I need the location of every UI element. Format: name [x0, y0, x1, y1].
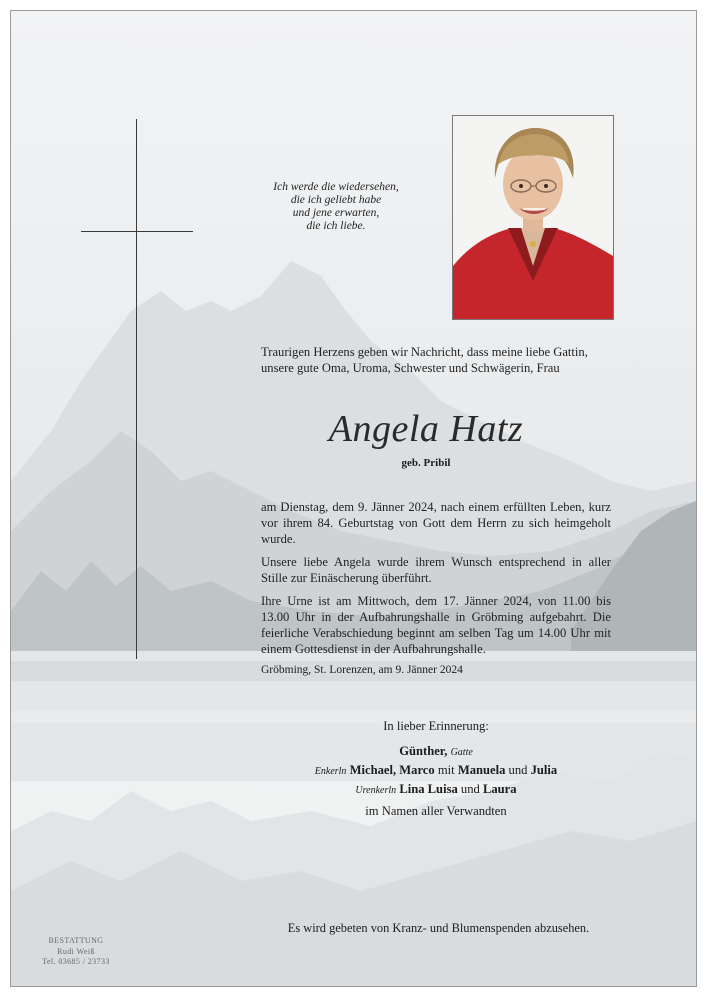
stamp-line: Tel. 03685 / 23733 [42, 957, 110, 966]
quote-line: und jene erwarten, [292, 207, 380, 219]
death-notice-paragraph: am Dienstag, dem 9. Jänner 2024, nach einem erfüllten Leben, kurz vor ihrem 84. Geburtstag von Gott dem Herrn zu sich heimgeholt wurde. [261, 500, 611, 546]
cross-vertical-bar [136, 119, 137, 659]
portrait-photo [452, 115, 614, 320]
spouse-name: Günther, [399, 744, 448, 758]
memorial-closing: im Namen aller Verwandten [365, 804, 507, 818]
grandchildren-connector: mit [437, 763, 455, 777]
grandchildren-names: Michael, Marco [349, 763, 435, 777]
grandchildren-connector: und [508, 763, 528, 777]
quote-line: Ich werde die wiedersehen, [273, 181, 399, 193]
cremation-paragraph: Unsere liebe Angela wurde ihrem Wunsch entsprechend in aller Stille zur Einäscherung überführt. [261, 555, 611, 585]
birth-name: geb. Pribil [401, 457, 451, 469]
memorial-quote [251, 181, 421, 233]
stamp-line: BESTATTUNG [48, 936, 104, 945]
great-grandchildren-names: Laura [482, 782, 517, 796]
undertaker-stamp [31, 936, 121, 968]
quote-line: die ich liebe. [306, 220, 366, 232]
great-grandchildren-line [261, 782, 611, 797]
announcement-line: unsere gute Oma, Uroma, Schwester und Schwägerin, Frau [261, 361, 560, 375]
obituary-card [10, 10, 697, 987]
spouse-role: Gatte [450, 747, 473, 758]
great-grandchildren-connector: und [460, 782, 480, 796]
quote-line: die ich geliebt habe [290, 194, 382, 206]
great-grandchildren-label: Urenkerln [355, 785, 397, 796]
deceased-name: Angela Hatz [328, 408, 524, 450]
portrait-illustration [453, 116, 613, 319]
announcement-text [261, 344, 621, 376]
great-grandchildren-names: Lina Luisa [399, 782, 458, 796]
memorial-intro: In lieber Erinnerung: [383, 719, 489, 733]
grandchildren-label: Enkerln [314, 766, 347, 777]
ceremony-paragraph: Ihre Urne ist am Mittwoch, dem 17. Jänner 2024, von 11.00 bis 13.00 Uhr in der Aufbahrungshalle in Gröbming aufgebahrt. Die feierliche Verabschiedung beginnt am selben Tag um 14.00 Uhr mit einem Gottesdienst in der Aufbahrungshalle. [261, 594, 611, 656]
grandchildren-line [261, 763, 611, 778]
spouse-line [261, 744, 611, 759]
cross-horizontal-bar [81, 231, 193, 232]
announcement-line: Traurigen Herzens geben wir Nachricht, dass meine liebe Gattin, [261, 345, 588, 359]
no-flowers-note: Es wird gebeten von Kranz- und Blumenspenden abzusehen. [287, 921, 590, 935]
grandchildren-names: Manuela [457, 763, 506, 777]
stamp-line: Rudi Weiß [57, 946, 95, 956]
place-and-date: Gröbming, St. Lorenzen, am 9. Jänner 2024 [261, 664, 463, 676]
grandchildren-names: Julia [530, 763, 558, 777]
